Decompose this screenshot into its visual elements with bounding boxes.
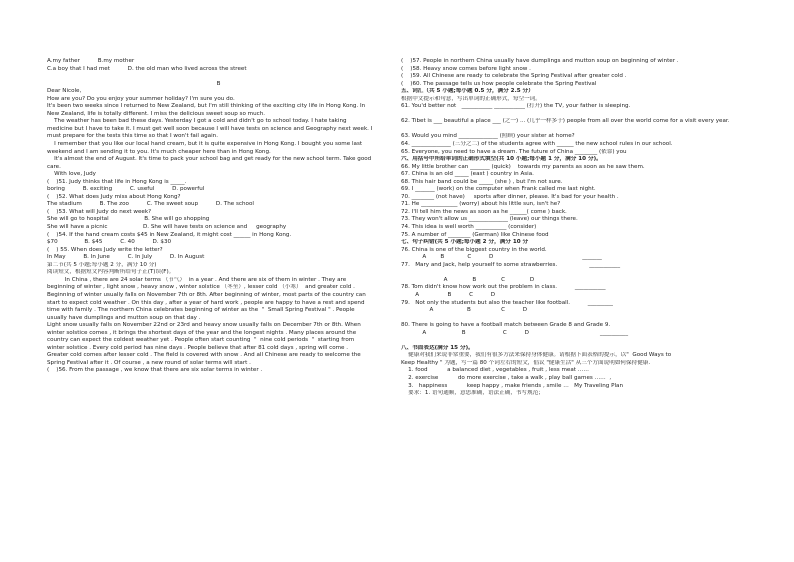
right-column-line: 80. There is going to have a football match between Grade 8 and Grade 9. (401, 322, 611, 329)
right-column-line: 健康对我们来说非常重要，我们有很多方法来保持身体健康。请根据下面表格的提示，以" Good Ways to (401, 352, 672, 359)
left-column-line: It's almost the end of August. It's time to pack your school bag and get ready for the new school term. Take good (47, 156, 372, 163)
right-column-line: A B C D _______ (401, 254, 602, 261)
left-column-line: B (216, 80, 221, 87)
right-column-line (401, 126, 761, 134)
left-column-line: How are you? Do you enjoy your summer holiday? I'm sure you do. (47, 95, 235, 102)
left-column-line: must prepare for the tests this time so that I won't fail again. (47, 133, 218, 140)
right-column-line: 64. ______________ (三分之二) of the students agree with ______ the new school rules in our school. (401, 141, 673, 148)
left-column-line: Light snow usually falls on November 22nd or 23rd and heavy snow usually falls on December 7th or 8th. When (47, 322, 361, 329)
right-column-line: 70. ________ (not have) sports after dinner, please. It's bad for your health . (401, 193, 619, 200)
right-column-line: 69. I _______ (work) on the computer when Frank called me last night. (401, 186, 596, 193)
left-column-line: country can expect the coldest weather yet . People often start counting " nine cold periods " starting from (47, 337, 355, 344)
right-column-line: 73. They won't allow us ______________ (leave) our things there. (401, 216, 578, 223)
left-column-line: In China , there are 24 solar terms （节气） in a year . And there are six of them in winter . They are (47, 276, 347, 283)
left-column-line: She will go to hospital B. She will go shopping (47, 216, 210, 223)
right-column-line: 七、句子纠错(共 5 小题;每小题 2 分，满分 10 分 (401, 239, 529, 246)
right-column-line: 71. He _____________ (worry) about his little sun, isn't he? (401, 201, 561, 208)
left-column-line: ( )54. If the hand cream costs $45 in New Zealand, it might cost ______ in Hong Kong. (47, 231, 292, 238)
left-column-line: New Zealand, life is totally different. I miss the delicious sweet soup so much. (47, 110, 266, 117)
right-column-line: A B C D __________ (401, 329, 628, 336)
left-column-line: ( ) 55. When does Judy write the letter? (47, 246, 163, 253)
left-column-line: ( )53. What will Judy do next week? (47, 208, 152, 215)
left-column-line (47, 73, 390, 81)
left-column-line: ( )51. Judy thinks that life in Hong Kong is _____. (47, 178, 187, 185)
left-column-line: boring B. exciting C. useful D. powerful (47, 186, 205, 193)
right-column-line: 76. China is one of the biggest country in the world. (401, 246, 547, 253)
left-column-line: Greater cold comes after lesser cold . The field is covered with snow . And all Chinese are ready to welcome the (47, 352, 361, 359)
right-column-line (401, 337, 761, 345)
right-column-line: 2. exercise do more exercise , take a walk , play ball games …… , (401, 374, 612, 381)
left-column-line: 第二节(共 5 小题;每小题 2 分，满分 10 分) (47, 261, 157, 268)
left-column-line: Spring Festival after it . Of course , a new round of solar terms will start . (47, 359, 251, 366)
right-column-line: 66. My little brother can _______ (quick) towards my parents as soon as he saw them. (401, 163, 645, 170)
right-column-line: 五、词汇（共 5 小题;每小题 0.5 分，满分 2.5 分） (401, 88, 534, 95)
right-column-line: 3. happiness keep happy , make friends , smile … My Traveling Plan (401, 382, 623, 389)
right-column-line: 要求：1. 语句通顺，意思准确，语法正确，书写规范； (401, 390, 544, 397)
right-column-line: 62. Tibet is ___ beautiful a place ___ (之一) ... (几乎一样多于) people from all over the world come for a visit every year. (401, 118, 730, 125)
left-column-line: ( )52. What does Judy miss about Hong Kong? (47, 193, 181, 200)
right-column-line: ( )59. All Chinese are ready to celebrate the Spring Festival after greater cold . (401, 73, 627, 80)
right-column-line: A B C D (401, 276, 535, 283)
left-column-line: weekend and I am sending it to you. It's much cheaper here than in Hong Kong. (47, 148, 271, 155)
left-column-line: She will have a picnic D. She will have tests on science and geography (47, 224, 287, 231)
left-column-line: winter solstice . Every cold period has nine days . People believe that after 81 cold days , spring will come . (47, 344, 349, 351)
left-column-line: I remember that you like our local hand cream, but it is quite expensive in Hong Kong. I bought you some last (47, 141, 363, 148)
left-column-line: usually have dumplings and mutton soup on that day . (47, 314, 201, 321)
right-column-line: 65. Everyone, you need to have a dream. The future of China ________ (依靠) you (401, 148, 627, 155)
left-column-line: Dear Nicole, (47, 88, 82, 95)
right-column-line: 根据中文提示和句意，写出单词的正确形式，每空一词。 (401, 95, 541, 102)
right-column-line: A B C D (401, 307, 528, 314)
right-column-line: 78. Tom didn't know how work out the problem in class. ___________ (401, 284, 606, 291)
right-column-line: ( )57. People in northern China usually have dumplings and mutton soup on beginning of winter . (401, 58, 679, 64)
right-column (401, 58, 761, 398)
left-column-line: It's been two weeks since I returned to New Zealand, but I'm still thinking of the exciting city life in Hong Kong. In (47, 103, 366, 110)
right-column-line: 74. This idea is well worth ___________ (consider) (401, 224, 537, 231)
right-column-line (401, 269, 761, 277)
left-column-line: In May B. In June C. In July D. In August (47, 254, 205, 261)
left-column-line: With love, Judy (47, 171, 96, 178)
right-column-line: 六、用括号中所给单词的正确形式填空(共 10 小题;每小题 1 分，满分 10 分)。 (401, 156, 602, 163)
left-column-line: medicine but I have to take it. I must get well soon because I will have tests on science and Geography next week. I (47, 125, 373, 132)
left-column-line: 阅读短文，根据短文内容判断所给句子正(T)误(F)。 (47, 269, 175, 276)
right-column-line: 61. You'd better not ___________ ___________ (打开) the TV, your father is sleeping. (401, 103, 631, 110)
left-column-line: A.my father B.my mother (47, 58, 135, 64)
right-column-line: ( )58. Heavy snow comes before light snow . (401, 65, 531, 72)
right-column-line: 77. Mary and Jack, help yourself to some strawberries. ___________ (401, 261, 620, 268)
left-column-line: $70 B. $45 C. 40 D. $30 (47, 239, 172, 246)
left-column-line: care. (47, 163, 61, 170)
right-column-line: 1. food a balanced diet , vegetables , fruit , less meat …… (401, 367, 589, 374)
left-column-line: winter solstice comes , it brings the shortest days of the year and the longest nights . Many places around the (47, 329, 357, 336)
right-column-line: Keep Healthy " 为题，写一篇 80 个词左右的短文，倡议 "健康生活" 从三个方面说明如何保持健康. (401, 359, 651, 366)
left-column-line: Beginning of winter usually falls on November 7th or 8th. After beginning of winter, most parts of the country can (47, 291, 366, 298)
left-column-line: beginning of winter , light snow , heavy snow , winter solstice （冬至）, lesser cold （小寒） and greater cold . (47, 284, 355, 291)
right-column-line: A B C D (401, 291, 496, 298)
right-column-line: 八、书面表达(满分 15 分)。 (401, 344, 474, 351)
right-column-line: 63. Would you mind ______________ (照顾) your sister at home? (401, 133, 575, 140)
left-column-line: time with family . The northern China celebrates beginning of winter as the " Small Spring Festival " . People (47, 307, 355, 314)
right-column-line: 67. China is an old _____ (east ) country in Asia. (401, 171, 534, 178)
left-column (47, 58, 390, 375)
right-column-line: 79. Not only the students but also the teacher like football. _________ (401, 299, 613, 306)
right-column-line (401, 111, 761, 119)
right-column-line: 72. I'll tell him the news as soon as he ______( come ) back. (401, 208, 567, 215)
right-column-line: 68. This hair band could be _____ (she ) , but I'm not sure. (401, 178, 563, 185)
right-column-line (401, 315, 761, 323)
left-column-line: The stadium B. The zoo C. The sweet soup D. The school (47, 201, 254, 208)
right-column-line: 75. A number of ________ (German) like Chinese food (401, 231, 549, 238)
left-column-line: start to expect cold weather . On this day , after a year of hard work , people are happy to have a rest and spend (47, 299, 365, 306)
left-column-line: ( )56. From the passage , we know that there are six solar terms in winter . (47, 367, 263, 374)
right-column-line: ( )60. The passage tells us how people celebrate the Spring Festival (401, 80, 597, 87)
left-column-line: C.a boy that I had met D. the old man who lived across the street (47, 65, 247, 72)
left-column-line: The weather has been bad these days. Yesterday I got a cold and didn't go to school today. I hate taking (47, 118, 347, 125)
